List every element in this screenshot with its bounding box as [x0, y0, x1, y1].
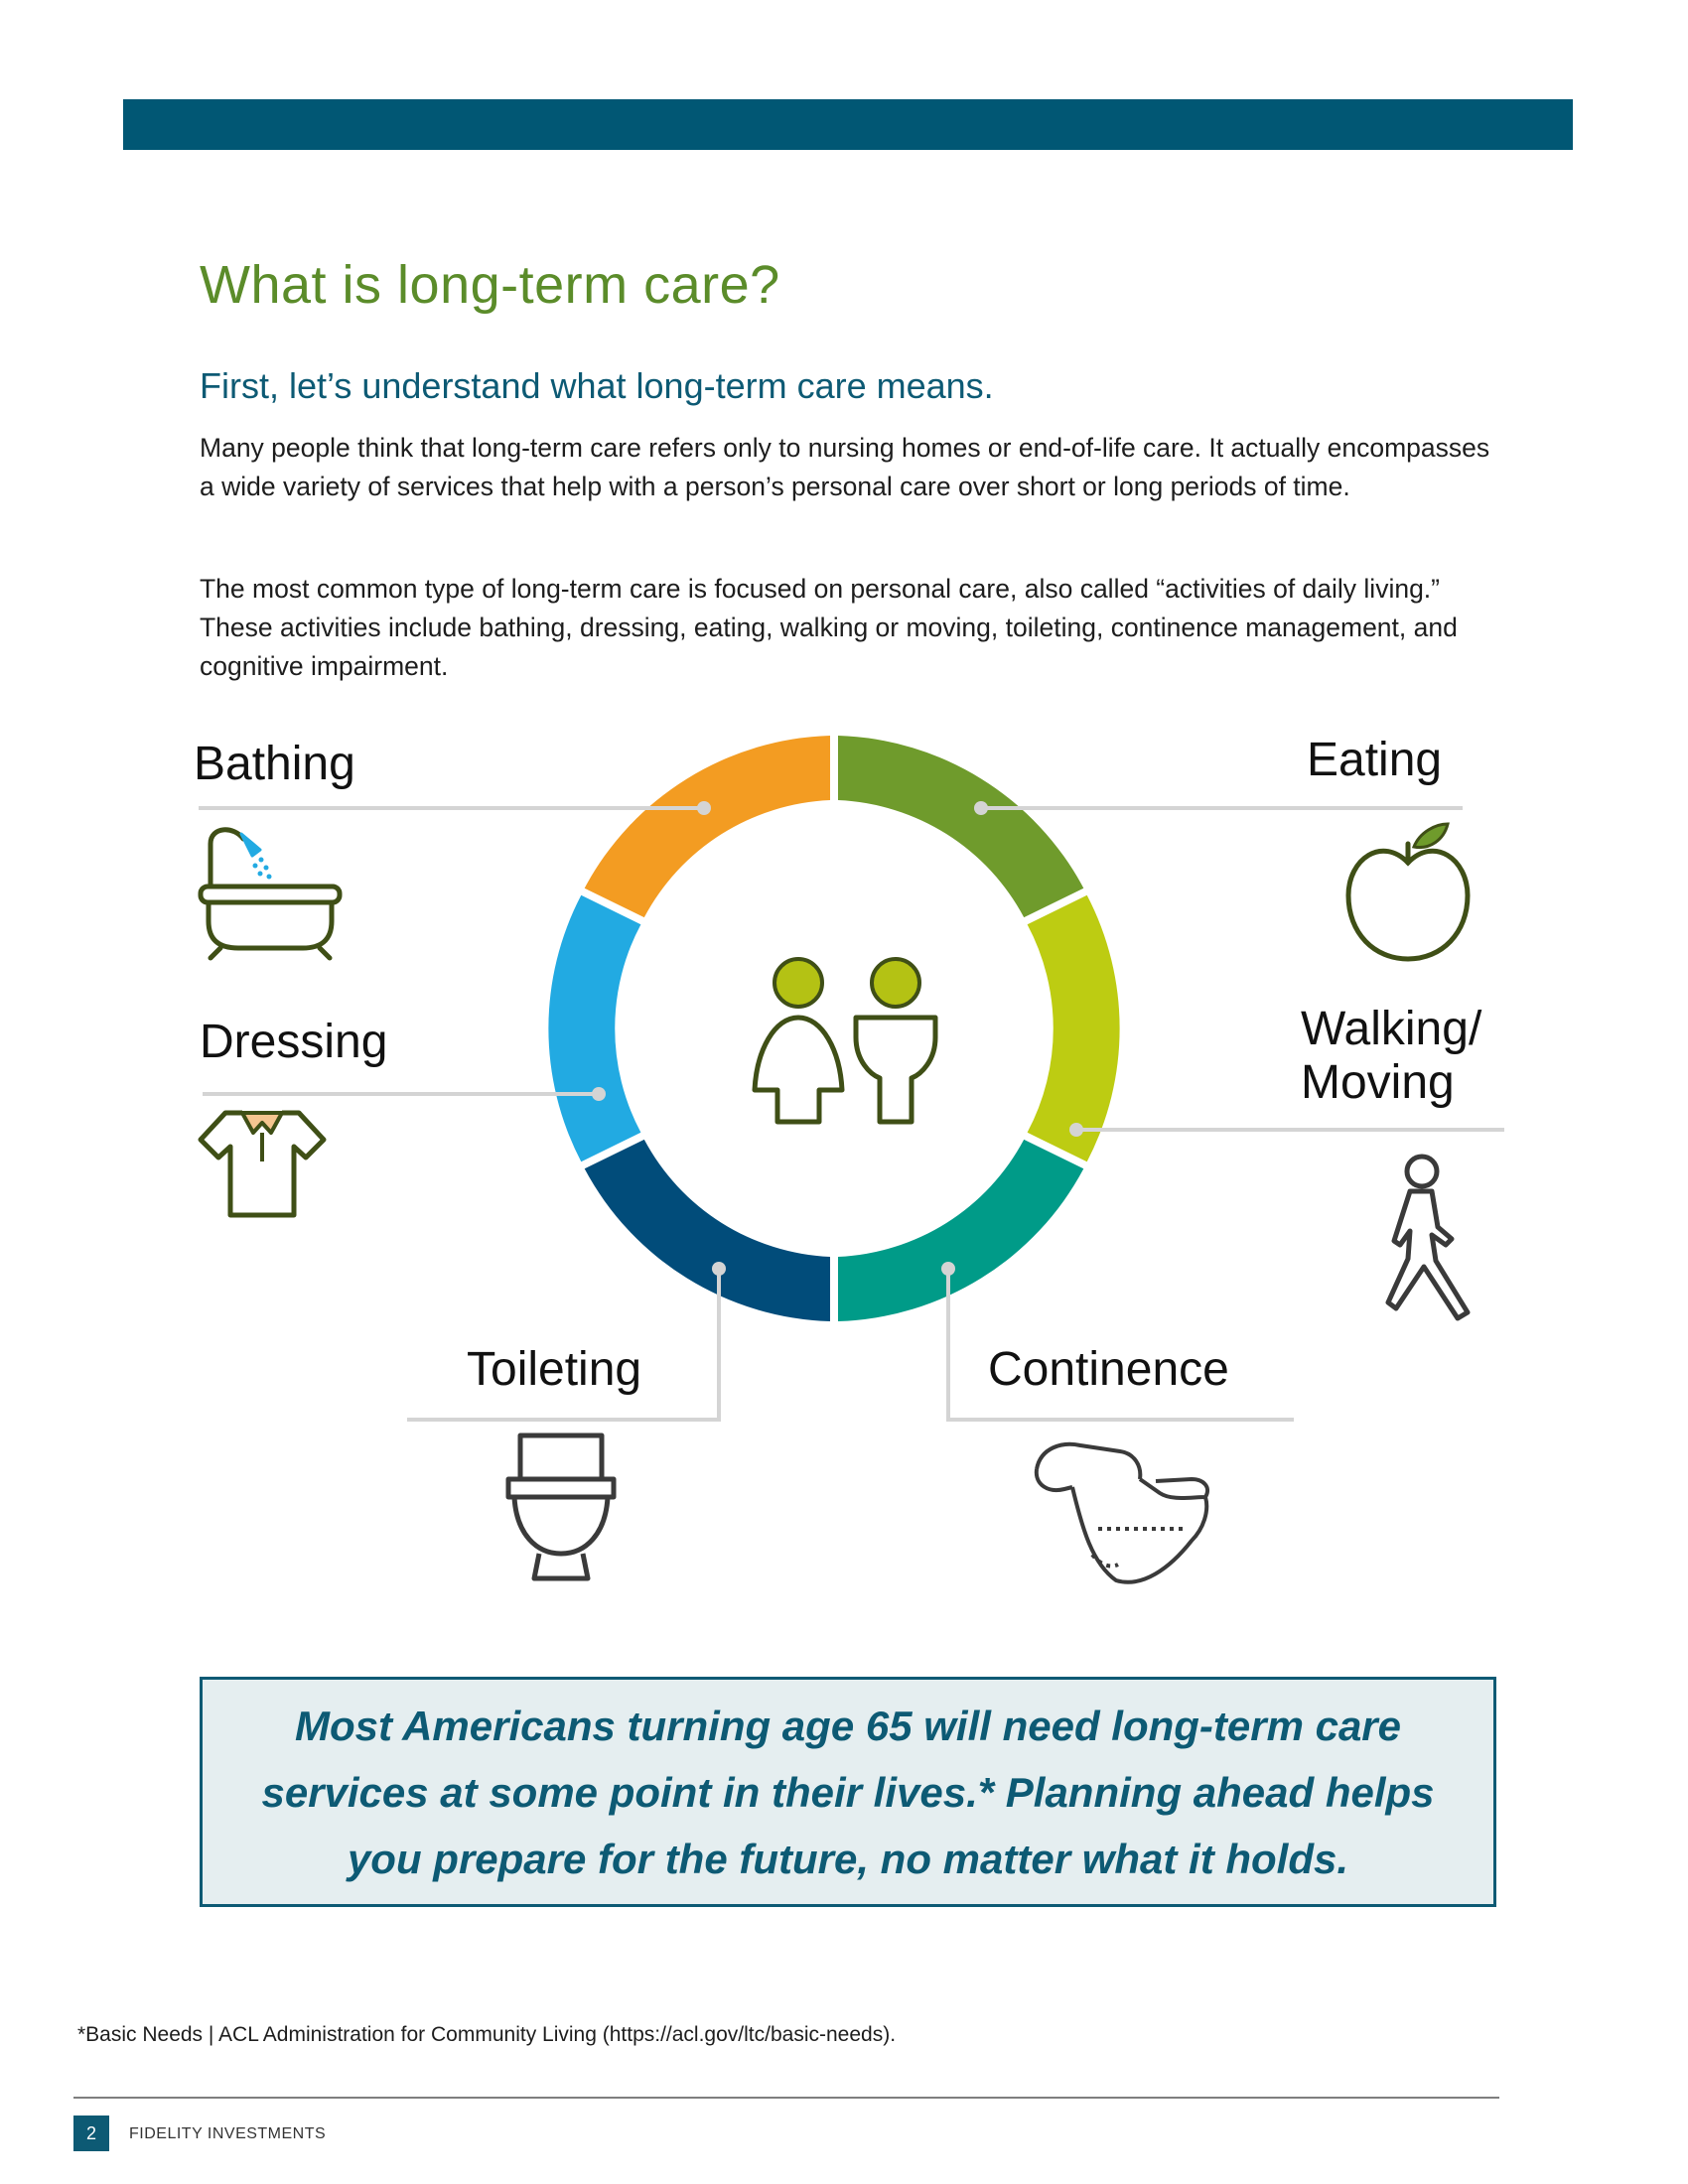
label-walking-moving: [1301, 1003, 1481, 1110]
section-subheading: First, let’s understand what long-term care means.: [200, 365, 994, 406]
footer-divider: [73, 2097, 1499, 2099]
segment-bathing: [585, 736, 830, 917]
bathtub-icon: [201, 830, 340, 958]
label-bathing: Bathing: [194, 738, 355, 790]
label-toileting: Toileting: [467, 1343, 642, 1396]
diaper-icon: [1037, 1444, 1207, 1582]
label-walking-line2: Moving: [1301, 1056, 1455, 1109]
segment-toileting: [585, 1140, 830, 1321]
segment-dressing: [548, 895, 640, 1161]
walking-person-icon: [1388, 1157, 1468, 1318]
toilet-icon: [508, 1435, 614, 1578]
segment-eating: [838, 736, 1083, 917]
footer-brand: FIDELITY INVESTMENTS: [129, 2125, 327, 2142]
apple-icon: [1348, 824, 1468, 959]
footnote: *Basic Needs | ACL Administration for Community Living (https://acl.gov/ltc/basic-needs).: [77, 2023, 897, 2046]
intro-paragraph: Many people think that long-term care refers only to nursing homes or end-of-life care. It actually encompasses a wide variety of services that help with a person’s personal care over short or long periods of time.: [200, 433, 1490, 501]
activities-paragraph: The most common type of long-term care is focused on personal care, also called “activities of daily living.” These activities include bathing, dressing, eating, walking or moving, toileting, continence management, and cognitive impairment.: [200, 574, 1458, 681]
page-number: 2: [73, 2116, 109, 2151]
page-title: What is long-term care?: [200, 255, 780, 315]
people-icon: [755, 959, 935, 1122]
shirt-icon: [201, 1113, 324, 1215]
callout-box: [200, 1677, 1496, 1907]
label-continence: Continence: [988, 1343, 1229, 1396]
callout-text: Most Americans turning age 65 will need long-term care services at some point in their lives.* Planning ahead helps you prepare for the future, no matter what it holds.: [261, 1702, 1435, 1882]
label-eating: Eating: [1307, 734, 1443, 786]
label-dressing: Dressing: [200, 1016, 388, 1068]
label-walking-line1: Walking/: [1301, 1003, 1482, 1055]
segment-continence: [838, 1140, 1083, 1321]
segment-walking: [1028, 895, 1120, 1161]
